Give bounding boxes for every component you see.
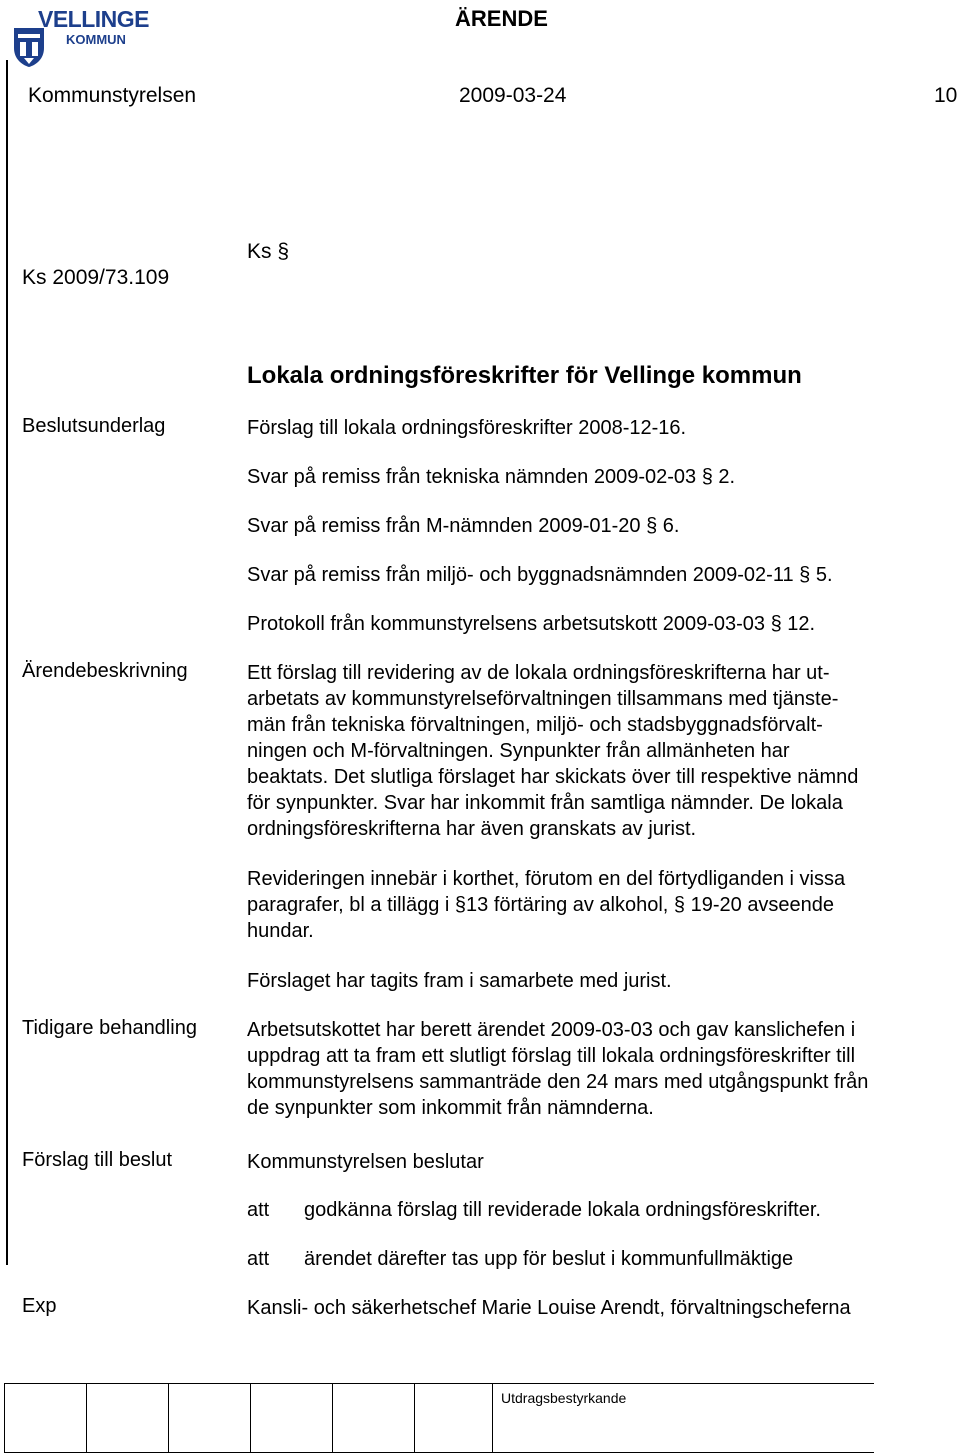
signature-cell xyxy=(414,1384,415,1452)
tidigare-behandling-text xyxy=(247,1017,959,1121)
signature-cell xyxy=(492,1384,627,1452)
section-ref: Ks § xyxy=(247,240,290,263)
beslutsunderlag-item: Förslag till lokala ordningsföreskrifter 2008-12-16. xyxy=(247,417,687,439)
header-date: 2009-03-24 xyxy=(459,84,567,107)
text-line: beaktats. Det slutliga förslaget har skickats över till respektive nämnd xyxy=(247,766,859,788)
att-label: att xyxy=(247,1199,270,1221)
text-line: män från tekniska förvaltningen, miljö- och stadsbyggnadsförvalt- xyxy=(247,714,823,736)
decision-point: ärendet därefter tas upp för beslut i kommunfullmäktige xyxy=(304,1248,794,1270)
header-body: Kommunstyrelsen xyxy=(28,84,197,107)
text-line: Revideringen innebär i korthet, förutom en del förtydliganden i vissa xyxy=(247,868,846,890)
label-exp: Exp xyxy=(22,1295,57,1317)
text-line: hundar. xyxy=(247,920,314,942)
label-arendebeskrivning: Ärendebeskrivning xyxy=(22,660,188,682)
signature-cell xyxy=(4,1384,5,1452)
text-line: uppdrag att ta fram ett slutligt förslag till lokala ordningsföreskrifter till xyxy=(247,1045,856,1067)
beslutsunderlag-item: Svar på remiss från tekniska nämnden 2009-02-03 § 2. xyxy=(247,466,736,488)
text-line: Ett förslag till revidering av de lokala ordningsföreskrifterna har ut- xyxy=(247,662,830,684)
footer-bottom-line xyxy=(4,1452,874,1453)
text-line: ningen och M-förvaltningen. Synpunkter från allmänheten har xyxy=(247,740,790,762)
vellinge-logo xyxy=(8,4,150,74)
arendebeskrivning-paragraph-2 xyxy=(247,866,957,944)
footer-label: Utdragsbestyrkande xyxy=(501,1390,627,1406)
text-line: Arbetsutskottet har berett ärendet 2009-03-03 och gav kanslichefen i xyxy=(247,1019,856,1041)
arendebeskrivning-paragraph-3: Förslaget har tagits fram i samarbete med jurist. xyxy=(247,970,672,992)
signature-cell xyxy=(86,1384,87,1452)
exp-text: Kansli- och säkerhetschef Marie Louise Arendt, förvaltningscheferna xyxy=(247,1297,851,1319)
decision-point: godkänna förslag till reviderade lokala ordningsföreskrifter. xyxy=(304,1199,821,1221)
document-type: ÄRENDE xyxy=(455,6,548,31)
beslutsunderlag-item: Svar på remiss från M-nämnden 2009-01-20 § 6. xyxy=(247,515,680,537)
signature-cell xyxy=(332,1384,333,1452)
label-beslutsunderlag: Beslutsunderlag xyxy=(22,415,166,437)
page-title: Lokala ordningsföreskrifter för Vellinge kommun xyxy=(247,362,802,389)
text-line: de synpunkter som inkommit från nämnderna. xyxy=(247,1097,654,1119)
text-line: för synpunkter. Svar har inkommit från samtliga nämnder. De lokala xyxy=(247,792,843,814)
arendebeskrivning-paragraph-1 xyxy=(247,660,957,842)
text-line: ordningsföreskrifterna har även granskats av jurist. xyxy=(247,818,697,840)
text-line: arbetats av kommunstyrelseförvaltningen tillsammans med tjänste- xyxy=(247,688,839,710)
signature-cell xyxy=(250,1384,251,1452)
text-line: paragrafer, bl a tillägg i §13 förtäring av alkohol, § 19-20 avseende xyxy=(247,894,835,916)
signature-cell xyxy=(168,1384,169,1452)
case-number: Ks 2009/73.109 xyxy=(22,266,170,289)
left-margin-line xyxy=(6,60,8,1265)
forslag-intro: Kommunstyrelsen beslutar xyxy=(247,1151,484,1173)
beslutsunderlag-item: Svar på remiss från miljö- och byggnadsnämnden 2009-02-11 § 5. xyxy=(247,564,833,586)
label-tidigare-behandling: Tidigare behandling xyxy=(22,1017,197,1039)
att-label: att xyxy=(247,1248,270,1270)
signature-box xyxy=(4,1383,874,1452)
page-number: 10 xyxy=(934,84,958,107)
beslutsunderlag-item: Protokoll från kommunstyrelsens arbetsutskott 2009-03-03 § 12. xyxy=(247,613,816,635)
logo-name: VELLINGE xyxy=(38,6,150,32)
text-line: kommunstyrelsens sammanträde den 24 mars med utgångspunkt från xyxy=(247,1071,869,1093)
logo-sub: KOMMUN xyxy=(66,32,126,47)
label-forslag-till-beslut: Förslag till beslut xyxy=(22,1149,173,1171)
